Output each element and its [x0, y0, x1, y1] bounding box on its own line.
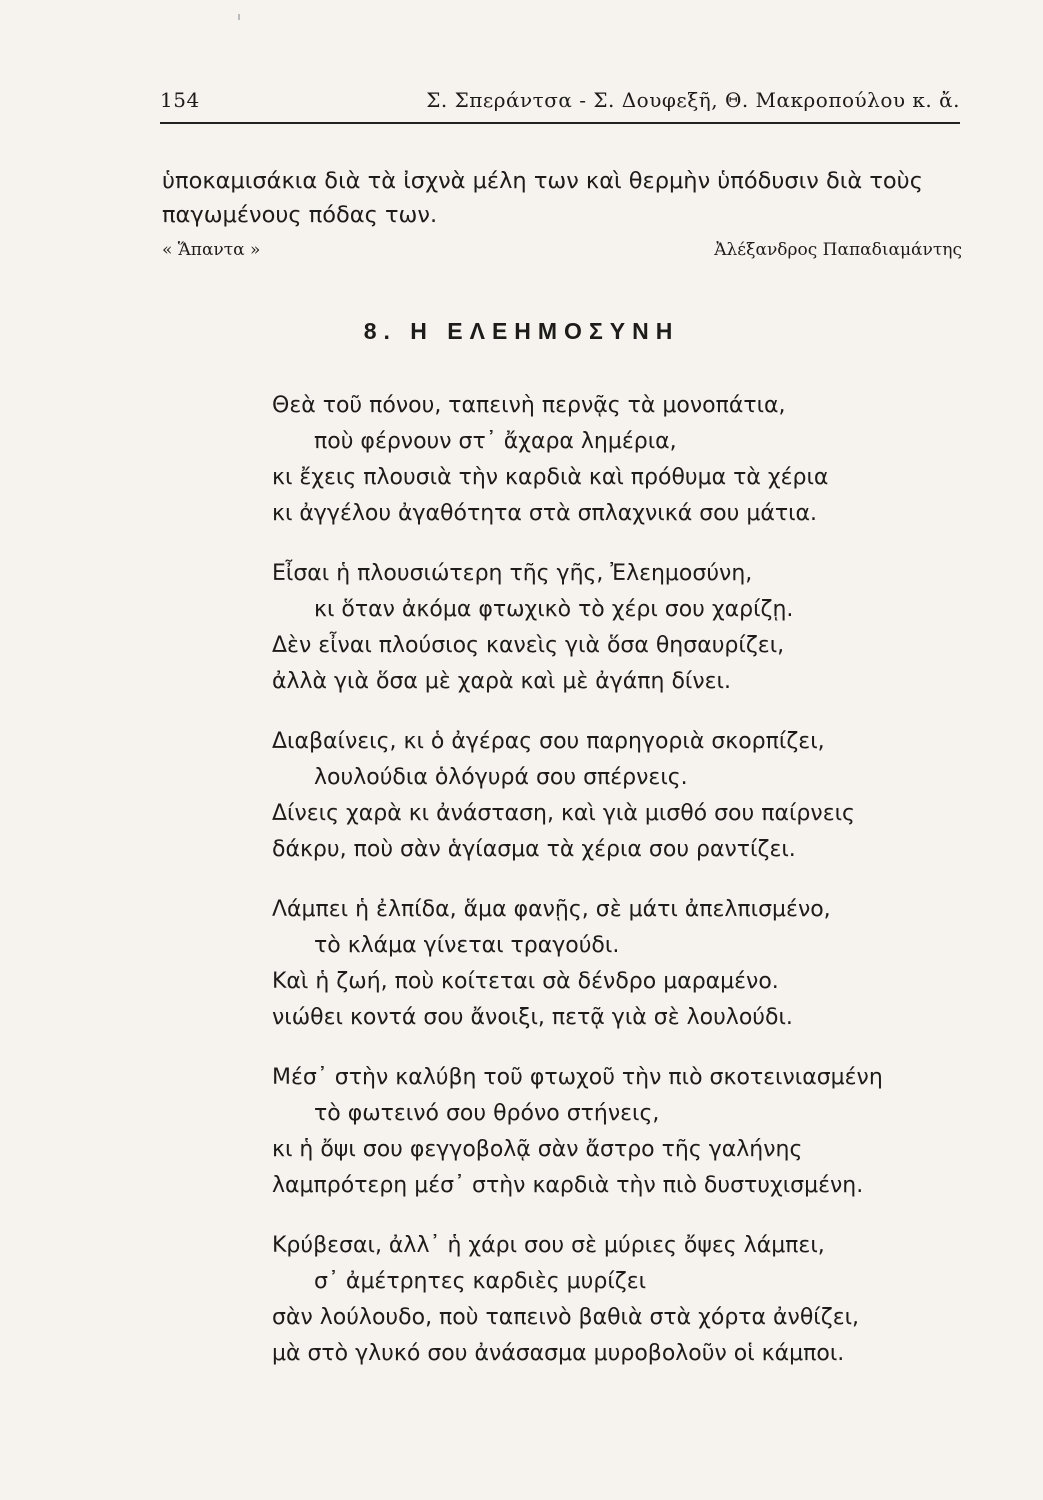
- verse-line: λαμπρότερη μέσ᾽ στὴν καρδιὰ τὴν πιὸ δυστυχισμένη.: [272, 1173, 864, 1198]
- stanza: [272, 388, 992, 532]
- poem-title: 8. Η ΕΛΕΗΜΟΣΥΝΗ: [363, 318, 680, 344]
- verse-line: κι ἡ ὄψι σου φεγγοβολᾷ σὰν ἄστρο τῆς γαλήνης: [272, 1137, 803, 1162]
- running-title: Σ. Σπεράντσα - Σ. Δουφεξῆ, Θ. Μακροπούλου κ. ἄ.: [426, 88, 960, 112]
- verse-line: Δίνεις χαρὰ κι ἀνάσταση, καὶ γιὰ μισθό σου παίρνεις: [272, 801, 855, 826]
- verse-line: Εἶσαι ἡ πλουσιώτερη τῆς γῆς, Ἐλεημοσύνη,: [272, 561, 753, 586]
- scan-speck: [238, 14, 240, 20]
- verse-line: νιώθει κοντά σου ἄνοιξι, πετᾷ γιὰ σὲ λουλούδι.: [272, 1005, 793, 1030]
- verse-line: Καὶ ἡ ζωή, ποὺ κοίτεται σὰ δένδρο μαραμένο.: [272, 969, 779, 994]
- stanza: [272, 892, 992, 1036]
- header-rule: [160, 122, 960, 124]
- page-number: 154: [160, 88, 200, 112]
- verse-line: κι ὅταν ἀκόμα φτωχικὸ τὸ χέρι σου χαρίζῃ.: [314, 597, 794, 622]
- stanza: [272, 556, 992, 700]
- verse-line: σ᾽ ἀμέτρητες καρδιὲς μυρίζει: [314, 1269, 647, 1294]
- stanza: [272, 1228, 992, 1372]
- verse-line: ποὺ φέρνουν στ᾽ ἄχαρα λημέρια,: [314, 429, 677, 454]
- source-title: « Ἅπαντα »: [162, 240, 261, 260]
- verse-line: Δὲν εἶναι πλούσιος κανεὶς γιὰ ὅσα θησαυρίζει,: [272, 633, 785, 658]
- poem-body: [272, 388, 992, 1396]
- verse-line: Λάμπει ἡ ἐλπίδα, ἅμα φανῇς, σὲ μάτι ἀπελπισμένο,: [272, 897, 831, 922]
- attribution: [162, 240, 962, 270]
- verse-line: δάκρυ, ποὺ σὰν ἁγίασμα τὰ χέρια σου ραντίζει.: [272, 837, 796, 862]
- page-header: [160, 88, 960, 120]
- verse-line: κι ἔχεις πλουσιὰ τὴν καρδιὰ καὶ πρόθυμα τὰ χέρια: [272, 465, 829, 490]
- verse-line: Θεὰ τοῦ πόνου, ταπεινὴ περνᾷς τὰ μονοπάτια,: [272, 393, 786, 418]
- verse-line: Διαβαίνεις, κι ὁ ἀγέρας σου παρηγοριὰ σκορπίζει,: [272, 729, 825, 754]
- stanza: [272, 724, 992, 868]
- verse-line: κι ἀγγέλου ἀγαθότητα στὰ σπλαχνικά σου μάτια.: [272, 501, 818, 526]
- stanza: [272, 1060, 992, 1204]
- verse-line: ἀλλὰ γιὰ ὅσα μὲ χαρὰ καὶ μὲ ἀγάπη δίνει.: [272, 669, 731, 694]
- verse-line: τὸ κλάμα γίνεται τραγούδι.: [314, 933, 620, 958]
- verse-line: μὰ στὸ γλυκό σου ἀνάσασμα μυροβολοῦν οἱ κάμποι.: [272, 1341, 845, 1366]
- verse-line: τὸ φωτεινό σου θρόνο στήνεις,: [314, 1101, 660, 1126]
- verse-line: Μέσ᾽ στὴν καλύβη τοῦ φτωχοῦ τὴν πιὸ σκοτεινιασμένη: [272, 1065, 883, 1090]
- verse-line: λουλούδια ὁλόγυρά σου σπέρνεις.: [314, 765, 688, 790]
- intro-text: [162, 164, 982, 232]
- author-name: Ἀλέξανδρος Παπαδιαμάντης: [714, 240, 962, 260]
- intro-line: παγωμένους πόδας των.: [162, 202, 438, 228]
- verse-line: σὰν λούλουδο, ποὺ ταπεινὸ βαθιὰ στὰ χόρτα ἀνθίζει,: [272, 1305, 860, 1330]
- intro-line: ὑποκαμισάκια διὰ τὰ ἰσχνὰ μέλη των καὶ θερμὴν ὑπόδυσιν διὰ τοὺς: [162, 168, 923, 194]
- verse-line: Κρύβεσαι, ἀλλ᾽ ἡ χάρι σου σὲ μύριες ὄψες λάμπει,: [272, 1233, 825, 1258]
